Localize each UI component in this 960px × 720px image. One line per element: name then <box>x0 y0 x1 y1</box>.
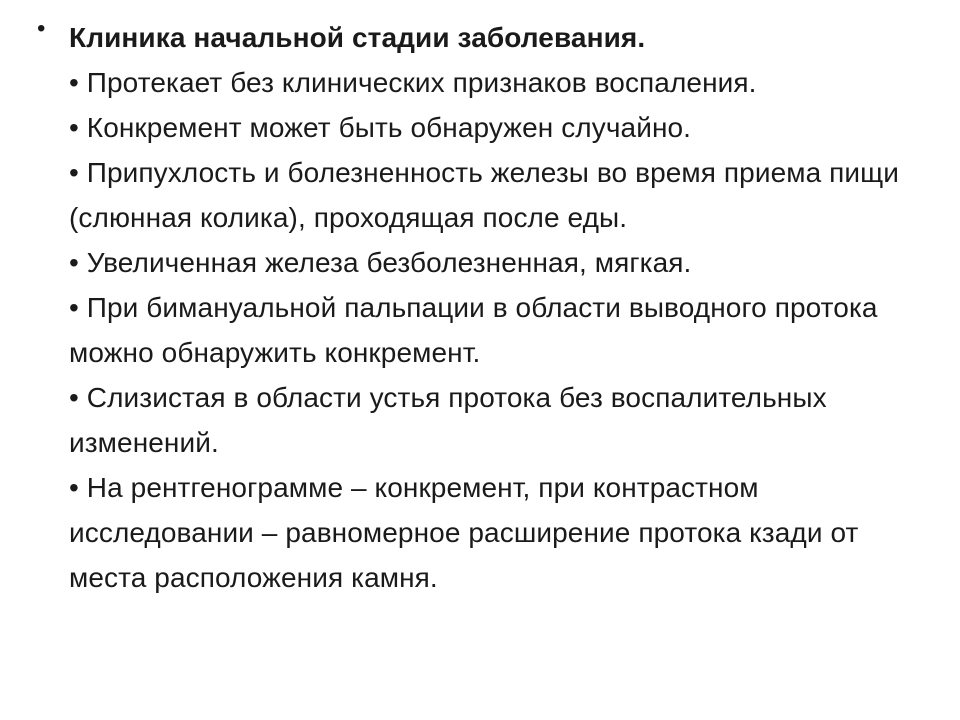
list-item: • Протекает без клинических признаков воспаления. <box>69 67 757 98</box>
list-item: • Конкремент может быть обнаружен случайно. <box>69 112 692 143</box>
list-item: • Увеличенная железа безболезненная, мягкая. <box>69 247 692 278</box>
list-item: • На рентгенограмме – конкремент, при контрастном исследовании – равномерное расширение протока кзади от места расположения камня. <box>69 472 859 593</box>
list-item: • При бимануальной пальпации в области выводного протока можно обнаружить конкремент. <box>69 292 878 368</box>
bullet-marker: • <box>37 15 46 42</box>
list-item: • Припухлость и болезненность железы во время приема пищи (слюнная колика), проходящая после еды. <box>69 157 900 233</box>
list-item: • Слизистая в области устья протока без воспалительных изменений. <box>69 382 827 458</box>
slide-heading: Клиника начальной стадии заболевания. <box>69 22 646 53</box>
slide-content <box>69 15 939 600</box>
